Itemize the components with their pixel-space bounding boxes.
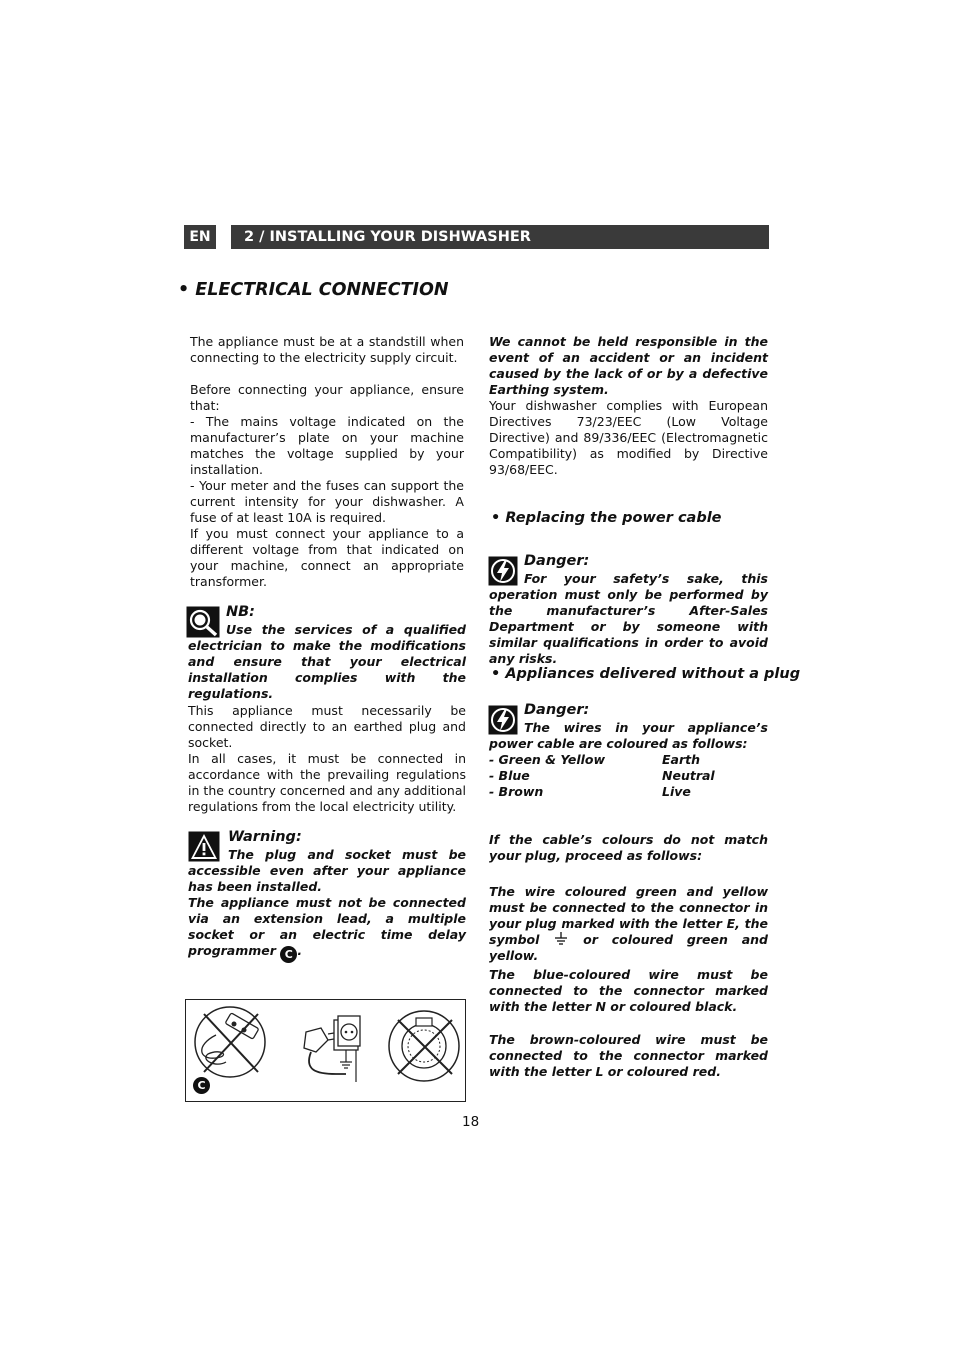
wire-colour: - Green & Yellow bbox=[489, 752, 606, 767]
green-yellow-text-b: or coloured green and yellow. bbox=[489, 932, 768, 963]
earthing-line: This appliance must necessarily be connected directly to an earthed plug and socket. bbox=[188, 703, 466, 750]
replacing-cable-subtitle: • Replacing the power cable bbox=[491, 510, 722, 526]
colour-mismatch-paragraph: If the cable’s colours do not match your plug, proceed as follows: bbox=[489, 832, 768, 863]
chapter-header: 2 / INSTALLING YOUR DISHWASHER bbox=[231, 225, 769, 249]
directives-paragraph: Your dishwasher complies with European Directives 73/23/EEC (Low Voltage Directive) and 89/336/EEC (Electromagnetic Compatibility) as modified by Directive 93/68/EEC. bbox=[489, 398, 768, 477]
checklist-line: Before connecting your appliance, ensure that: bbox=[190, 382, 464, 413]
liability-paragraph: We cannot be held responsible in the event of an accident or an incident caused by the lack of or by a defective Earthing system. bbox=[489, 334, 768, 397]
wire-row bbox=[489, 768, 768, 784]
wire-role: Earth bbox=[662, 752, 701, 767]
warning-text-1: The plug and socket must be accessible even after your appliance has been installed. bbox=[188, 847, 466, 894]
illustration-c-label: C bbox=[193, 1077, 210, 1094]
page-number: 18 bbox=[462, 1114, 480, 1130]
warning-heading: Warning: bbox=[228, 829, 302, 845]
earthing-paragraph bbox=[188, 703, 466, 815]
green-yellow-paragraph bbox=[489, 884, 768, 964]
brown-wire-paragraph: The brown-coloured wire must be connected to the connector marked with the letter L or coloured red. bbox=[489, 1032, 768, 1079]
extension-lead-crossed-icon bbox=[195, 1007, 265, 1077]
earthing-line: In all cases, it must be connected in accordance with the prevailing regulations in the country concerned and any additional regulations from the local electricity utility. bbox=[188, 751, 466, 814]
warning-text-2-body: The appliance must not be connected via an extension lead, a multiple socket or an electric time delay programmer bbox=[188, 895, 466, 958]
checklist-line: - Your meter and the fuses can support the current intensity for your dishwasher. A fuse of at least 10A is required. bbox=[190, 478, 464, 525]
green-yellow-text-a: The wire coloured green and yellow must be connected to the connector in your plug marked with the letter E, the symbol bbox=[489, 884, 768, 947]
language-badge: EN bbox=[184, 225, 216, 249]
connection-illustration bbox=[185, 999, 466, 1102]
nb-text: Use the services of a qualified electrician to make the modifications and ensure that your electrical installation complies with the regulations. bbox=[188, 622, 466, 701]
wire-row bbox=[489, 752, 768, 768]
wire-role: Live bbox=[662, 784, 691, 799]
earth-symbol-icon bbox=[553, 932, 569, 946]
plug-and-socket-icon bbox=[304, 1016, 360, 1082]
wire-colour-table bbox=[489, 752, 768, 800]
timer-programmer-crossed-icon bbox=[389, 1011, 459, 1081]
wire-role: Neutral bbox=[662, 768, 715, 783]
danger-heading-1: Danger: bbox=[524, 553, 590, 569]
nb-heading: NB: bbox=[226, 604, 255, 620]
danger-heading-2: Danger: bbox=[524, 702, 590, 718]
danger-text-1: For your safety’s sake, this operation must only be performed by the manufacturer’s After-Sales Department or by someone with similar qualifications in order to avoid any risks. bbox=[489, 571, 768, 666]
wire-colour: - Blue bbox=[489, 768, 530, 783]
transformer-paragraph: If you must connect your appliance to a different voltage from that indicated on your machine, connect an appropriate transformer. bbox=[190, 526, 464, 589]
blue-wire-paragraph: The blue-coloured wire must be connected to the connector marked with the letter N or coloured black. bbox=[489, 967, 768, 1014]
pre-connection-checklist bbox=[190, 382, 464, 526]
programmer-symbol-icon: C bbox=[280, 946, 297, 963]
wire-row bbox=[489, 784, 768, 800]
danger-text-2: The wires in your appliance’s power cable are coloured as follows: bbox=[489, 720, 768, 751]
warning-text-2: The appliance must not be connected via an extension lead, a multiple socket or an electric time delay programmer C . bbox=[188, 895, 466, 961]
no-plug-subtitle: • Appliances delivered without a plug bbox=[491, 666, 801, 682]
intro-paragraph: The appliance must be at a standstill when connecting to the electricity supply circuit. bbox=[190, 334, 464, 365]
section-title: • ELECTRICAL CONNECTION bbox=[178, 280, 449, 300]
checklist-line: - The mains voltage indicated on the manufacturer’s plate on your machine matches the voltage supplied by your installation. bbox=[190, 414, 464, 477]
wire-colour: - Brown bbox=[489, 784, 544, 799]
illustration-drawing bbox=[186, 1000, 464, 1100]
